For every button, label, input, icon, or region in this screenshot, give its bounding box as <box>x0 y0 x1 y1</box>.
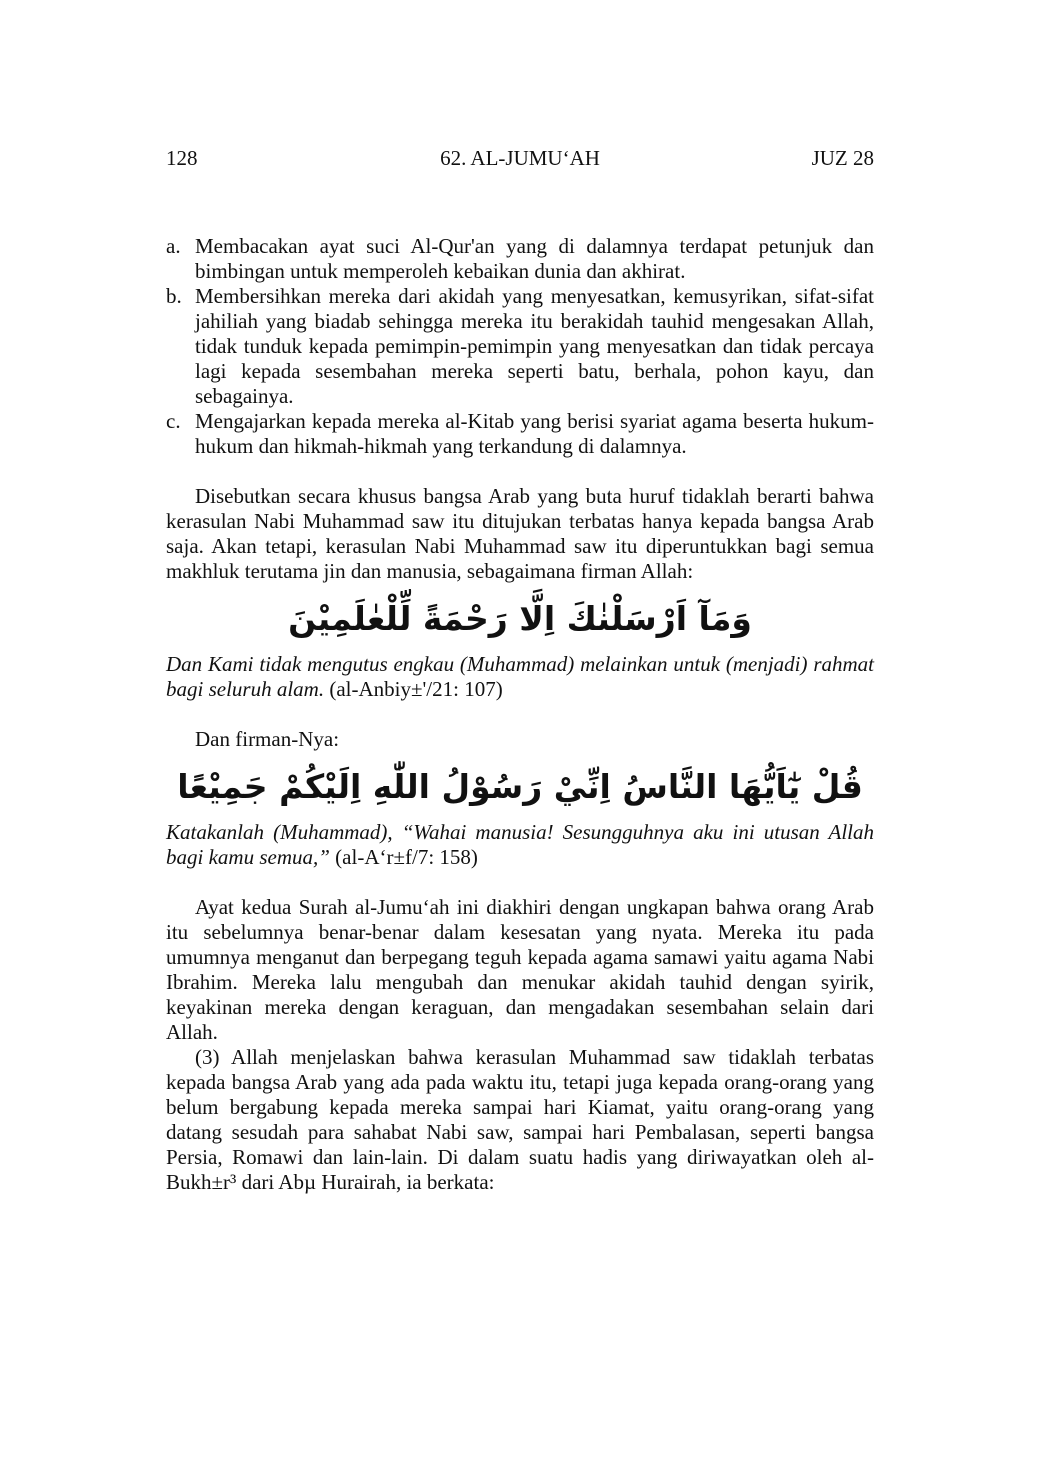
list-marker: c. <box>166 409 181 433</box>
arabic-verse: قُلْ يٰٓاَيُّهَا النَّاسُ اِنِّيْ رَسُوْلُ اللّٰهِ اِلَيْكُمْ جَمِيْعًا <box>177 767 863 806</box>
verse-reference: (al-A‘r±f/7: 158) <box>335 845 478 869</box>
verse-reference: (al-Anbiy±'/21: 107) <box>329 677 503 701</box>
paragraph: Disebutkan secara khusus bangsa Arab yang buta huruf tidaklah berarti bahwa kerasulan Nabi Muhammad saw itu ditujukan terbatas hanya kepada bangsa Arab saja. Akan tetapi, kerasulan Nabi Muhammad saw itu diperuntukkan bagi semua makhluk terutama jin dan manusia, sebagaimana firman Allah: <box>166 484 874 583</box>
juz-label: JUZ 28 <box>811 146 874 170</box>
list-item-text: Membersihkan mereka dari akidah yang menyesatkan, kemusyrikan, sifat-sifat jahiliah yang biadab sehingga mereka itu berakidah tauhid mengesakan Allah, tidak tunduk kepada pemimpin-pemimpin yang menyesatkan dan tidak percaya lagi kepada sesembahan mereka seperti batu, berhala, pohon kayu, dan sebagainya. <box>195 284 874 408</box>
list-item <box>166 234 874 284</box>
verse-translation <box>166 652 874 702</box>
list-marker: a. <box>166 234 181 258</box>
verse-translation <box>166 820 874 870</box>
paragraph: (3) Allah menjelaskan bahwa kerasulan Muhammad saw tidaklah terbatas kepada bangsa Arab yang ada pada waktu itu, tetapi juga kepada orang-orang yang belum bergabung kepada mereka sampai hari Kiamat, yaitu orang-orang yang datang sesudah para sahabat Nabi saw, sampai hari Pembalasan, seperti bangsa Persia, Romawi dan lain-lain. Di dalam suatu hadis yang diriwayatkan oleh al-Bukh±r³ dari Abµ Hurairah, ia berkata: <box>166 1045 874 1194</box>
translation-text: Dan Kami tidak mengutus engkau (Muhammad) melainkan untuk (menjadi) rahmat bagi seluruh alam. <box>166 652 874 701</box>
paragraph: Ayat kedua Surah al-Jumu‘ah ini diakhiri dengan ungkapan bahwa orang Arab itu sebelumnya benar-benar dalam kesesatan yang nyata. Mereka itu pada umumnya menganut dan berpegang teguh kepada agama samawi yaitu agama Nabi Ibrahim. Mereka lalu mengubah dan menukar akidah tauhid dengan syirik, keyakinan mereka dengan keraguan, dan mengadakan sesembahan selain dari Allah. <box>166 895 874 1044</box>
firman-intro: Dan firman-Nya: <box>195 727 340 751</box>
list-item-text: Mengajarkan kepada mereka al-Kitab yang berisi syariat agama beserta hukum-hukum dan hikmah-hikmah yang terkandung di dalamnya. <box>195 409 874 458</box>
purpose-list <box>166 234 874 459</box>
arabic-verse: وَمَآ اَرْسَلْنٰكَ اِلَّا رَحْمَةً لِّلْعٰلَمِيْنَ <box>288 599 752 638</box>
translation-text: Katakanlah (Muhammad), “Wahai manusia! Sesungguhnya aku ini utusan Allah bagi kamu semua,” <box>166 820 874 869</box>
surah-title: 62. AL-JUMU‘AH <box>440 146 600 170</box>
list-item <box>166 284 874 409</box>
page-body <box>166 234 874 1195</box>
list-marker: b. <box>166 284 182 308</box>
page-number: 128 <box>166 146 198 170</box>
list-item <box>166 409 874 459</box>
list-item-text: Membacakan ayat suci Al-Qur'an yang di dalamnya terdapat petunjuk dan bimbingan untuk memperoleh kebaikan dunia dan akhirat. <box>195 234 874 283</box>
